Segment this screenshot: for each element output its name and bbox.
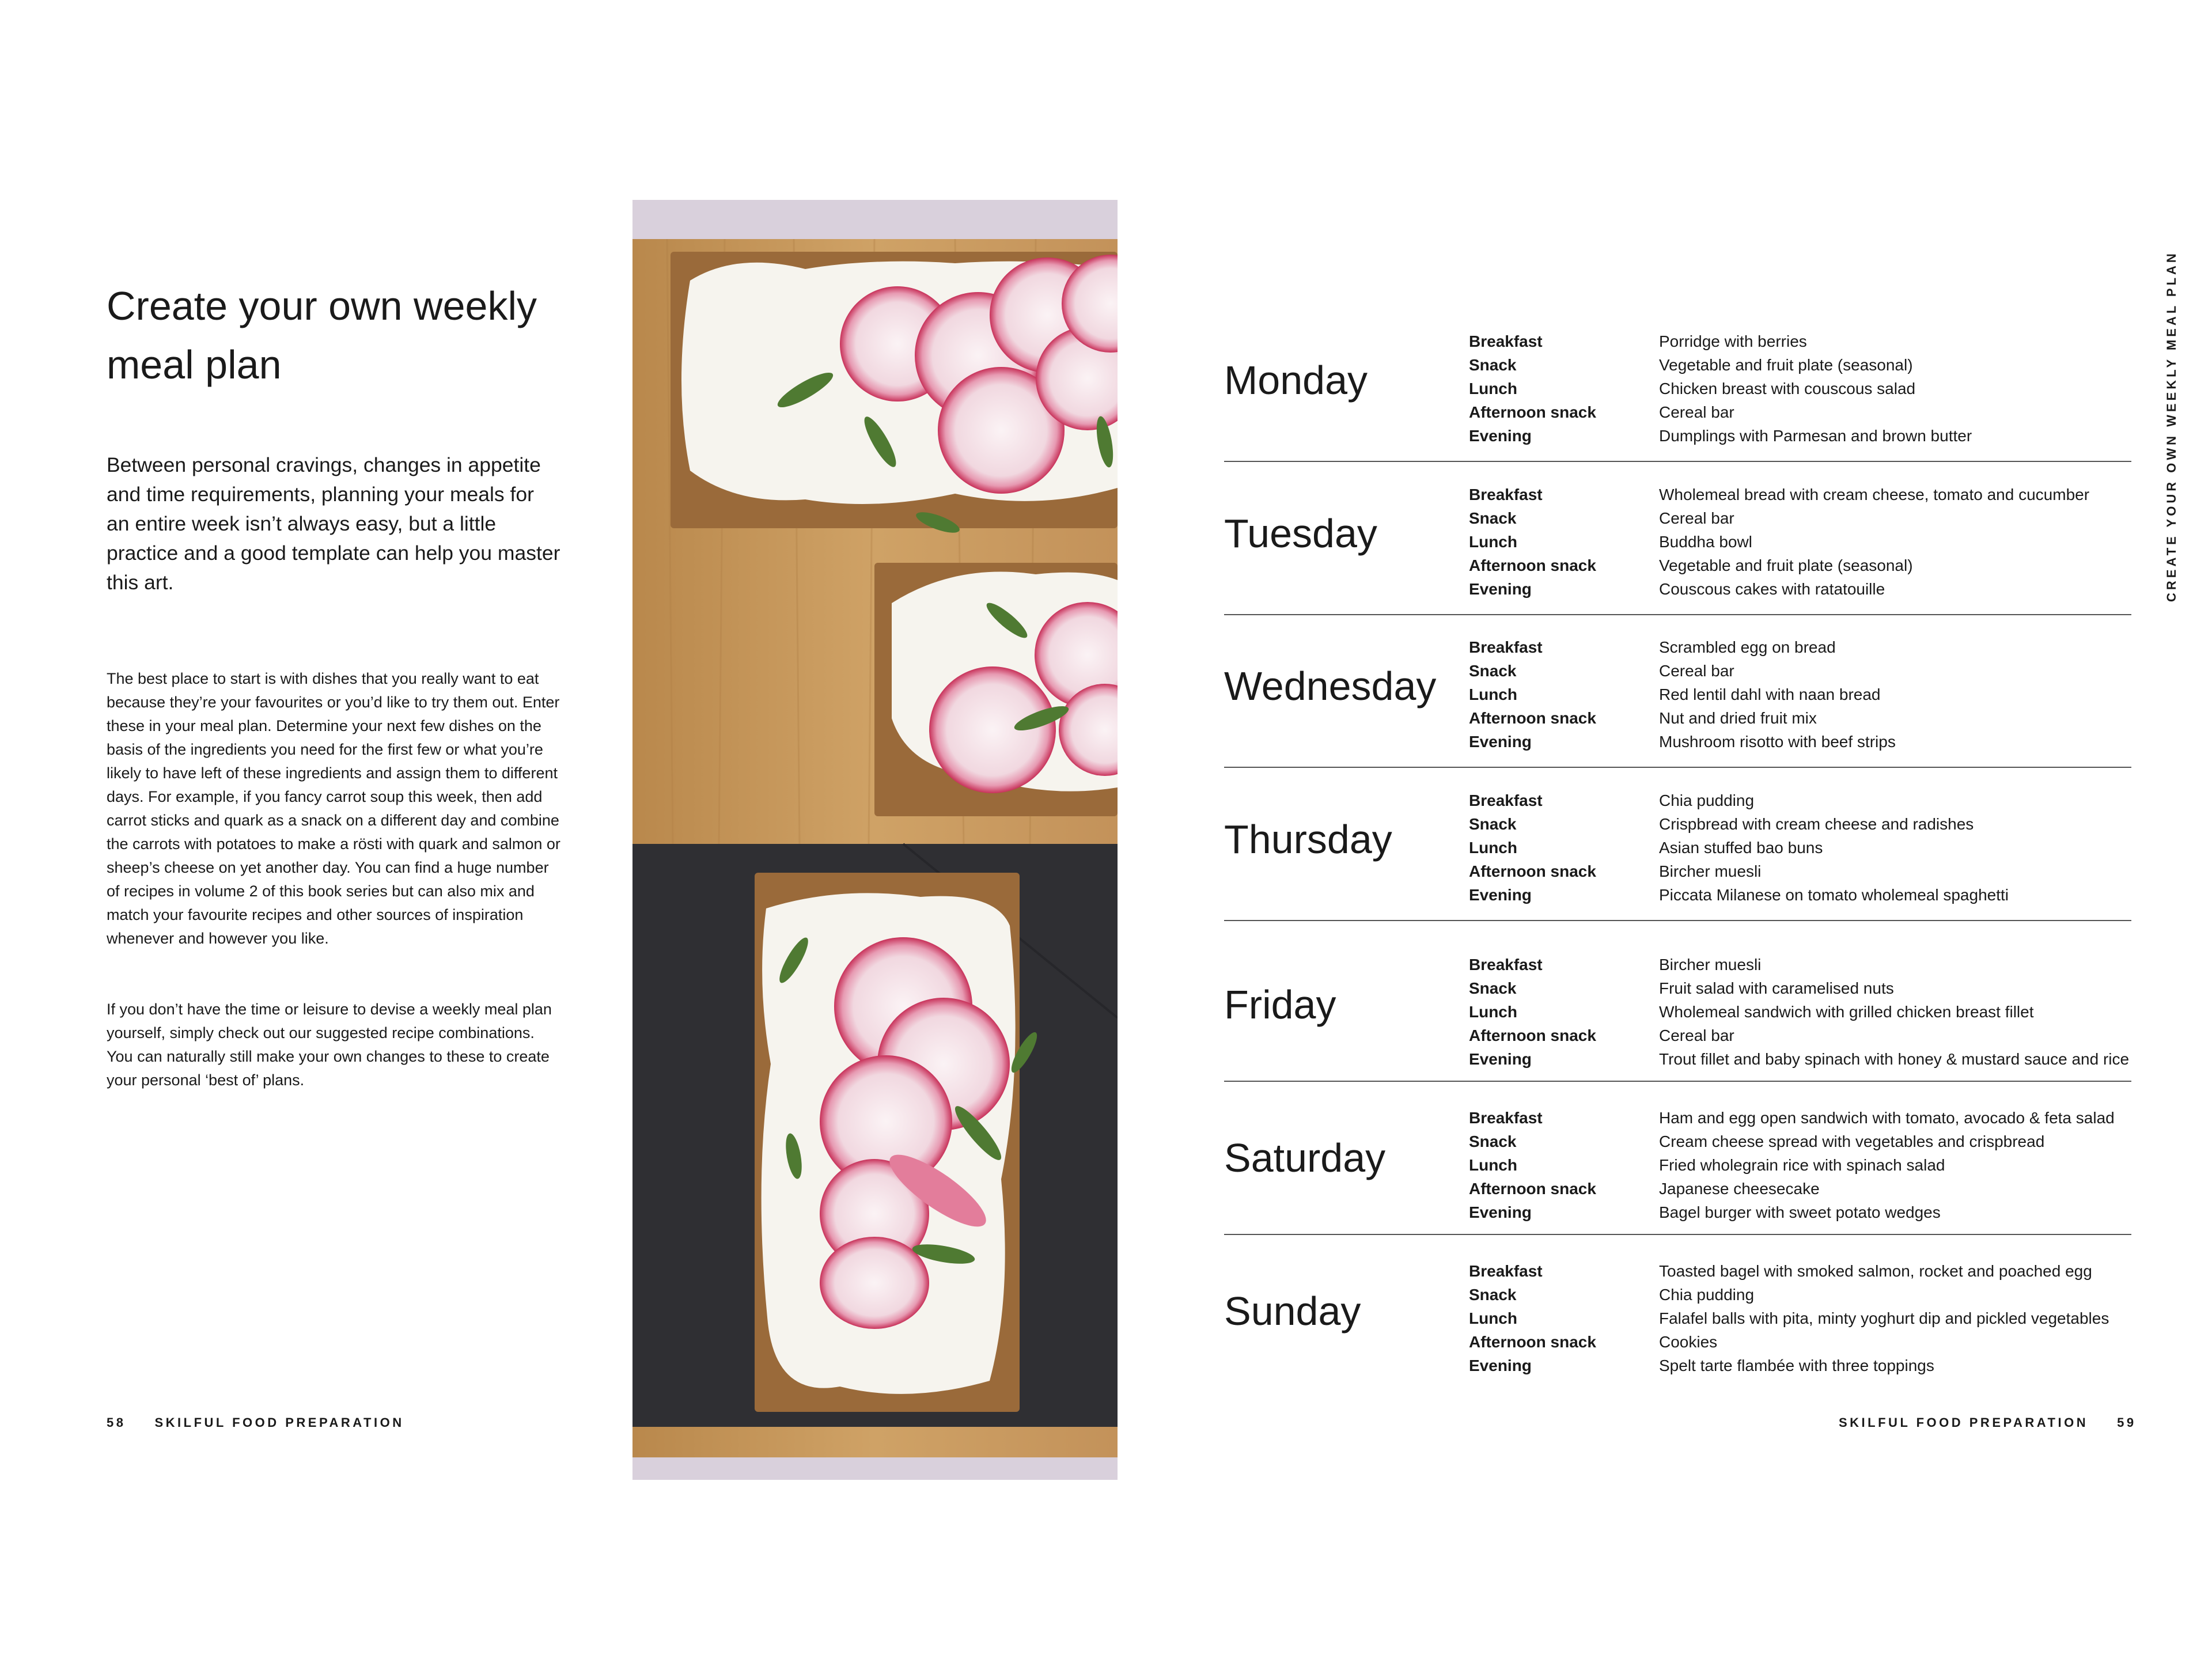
meal-row: [1469, 730, 1896, 753]
meal-dish: Porridge with berries: [1659, 332, 1807, 350]
day-divider: [1224, 614, 2131, 615]
meal-row: [1469, 953, 1761, 976]
day-name: Sunday: [1224, 1289, 1361, 1334]
meal-row: [1469, 1200, 1941, 1224]
day-block-thursday: [1224, 789, 2131, 938]
body-paragraph-2: If you don’t have the time or leisure to devise a weekly meal plan yourself, simply check out our suggested recipe combinations. You can naturally still make your own changes to these to create your personal ‘best of’ plans.: [107, 1001, 552, 1089]
day-name: Thursday: [1224, 817, 1392, 862]
meal-row: [1469, 1354, 1934, 1377]
meal-type-label: Lunch: [1469, 380, 1517, 397]
meal-type-label: Afternoon snack: [1469, 709, 1596, 727]
meal-type-label: Breakfast: [1469, 956, 1543, 974]
meal-row: [1469, 1283, 1754, 1306]
meal-dish: Bircher muesli: [1659, 956, 1762, 974]
meal-type-label: Afternoon snack: [1469, 403, 1596, 421]
meal-row: [1469, 1106, 2115, 1130]
meal-row: [1469, 1000, 2034, 1024]
intro-paragraph: Between personal cravings, changes in appetite and time requirements, planning your meals for an entire week isn’t always easy, but a little practice and a good template can help you master this art.: [107, 453, 560, 594]
meal-type-label: Breakfast: [1469, 486, 1543, 503]
meal-dish: Wholemeal sandwich with grilled chicken breast fillet: [1659, 1003, 2034, 1021]
meal-type-label: Evening: [1469, 1050, 1532, 1068]
right-section-title: SKILFUL FOOD PREPARATION: [1839, 1415, 2089, 1430]
day-name: Friday: [1224, 982, 1336, 1027]
meal-row: [1469, 1259, 2092, 1283]
meal-dish: Japanese cheesecake: [1659, 1180, 1820, 1198]
meal-type-label: Evening: [1469, 733, 1532, 751]
meal-type-label: Snack: [1469, 509, 1517, 527]
meal-dish: Couscous cakes with ratatouille: [1659, 580, 1885, 598]
meal-dish: Falafel balls with pita, minty yoghurt dip and pickled vegetables: [1659, 1309, 2109, 1327]
meal-row: [1469, 635, 1836, 659]
meal-type-label: Lunch: [1469, 839, 1517, 857]
meal-dish: Ham and egg open sandwich with tomato, avocado & feta salad: [1659, 1109, 2115, 1127]
meal-row: [1469, 530, 1752, 554]
day-block-tuesday: [1224, 483, 2131, 632]
meal-row: [1469, 1330, 1717, 1354]
meal-dish: Trout fillet and baby spinach with honey & mustard sauce and rice: [1659, 1050, 2130, 1068]
meal-dish: Fruit salad with caramelised nuts: [1659, 979, 1894, 997]
meal-row: [1469, 1177, 1820, 1200]
meal-dish: Cereal bar: [1659, 662, 1734, 680]
meal-row: [1469, 883, 2009, 907]
meal-type-label: Afternoon snack: [1469, 862, 1596, 880]
meal-dish: Asian stuffed bao buns: [1659, 839, 1823, 857]
meal-type-label: Evening: [1469, 1203, 1532, 1221]
meal-dish: Spelt tarte flambée with three toppings: [1659, 1357, 1934, 1374]
day-block-monday: [1224, 329, 2131, 479]
meal-type-label: Snack: [1469, 815, 1517, 833]
left-page-number: 58: [107, 1415, 126, 1430]
meal-type-label: Evening: [1469, 427, 1532, 445]
meal-type-label: Lunch: [1469, 1156, 1517, 1174]
meal-dish: Mushroom risotto with beef strips: [1659, 733, 1896, 751]
meal-dish: Chicken breast with couscous salad: [1659, 380, 1916, 397]
meal-dish: Piccata Milanese on tomato wholemeal spaghetti: [1659, 886, 2009, 904]
right-footer: [1839, 1415, 2137, 1430]
meal-type-label: Breakfast: [1469, 332, 1543, 350]
meal-type-label: Afternoon snack: [1469, 556, 1596, 574]
meal-dish: Wholemeal bread with cream cheese, tomato and cucumber: [1659, 486, 2090, 503]
left-section-title: SKILFUL FOOD PREPARATION: [154, 1415, 404, 1430]
meal-dish: Cereal bar: [1659, 403, 1734, 421]
day-block-friday: [1224, 953, 2131, 1103]
meal-row: [1469, 577, 1885, 601]
day-divider: [1224, 1081, 2131, 1082]
meal-dish: Cookies: [1659, 1333, 1718, 1351]
meal-type-label: Afternoon snack: [1469, 1333, 1596, 1351]
day-divider: [1224, 1234, 2131, 1235]
meal-type-label: Lunch: [1469, 533, 1517, 551]
meal-row: [1469, 1024, 1734, 1047]
meal-dish: Chia pudding: [1659, 791, 1755, 809]
meal-dish: Crispbread with cream cheese and radishes: [1659, 815, 1974, 833]
running-header-vertical: CREATE YOUR OWN WEEKLY MEAL PLAN: [2164, 251, 2179, 602]
meal-type-label: Snack: [1469, 1286, 1517, 1304]
crispbread-radish-photo: [632, 200, 1118, 1480]
meal-dish: Cream cheese spread with vegetables and crispbread: [1659, 1132, 2045, 1150]
meal-dish: Bagel burger with sweet potato wedges: [1659, 1203, 1941, 1221]
day-name: Wednesday: [1224, 664, 1437, 709]
meal-row: [1469, 976, 1894, 1000]
day-block-wednesday: [1224, 635, 2131, 785]
meal-dish: Chia pudding: [1659, 1286, 1755, 1304]
day-divider: [1224, 461, 2131, 462]
meal-dish: Vegetable and fruit plate (seasonal): [1659, 356, 1913, 374]
meal-dish: Bircher muesli: [1659, 862, 1762, 880]
meal-type-label: Snack: [1469, 979, 1517, 997]
meal-type-label: Evening: [1469, 1357, 1532, 1374]
meal-row: [1469, 506, 1734, 530]
meal-row: [1469, 812, 1974, 836]
meal-type-label: Breakfast: [1469, 1109, 1543, 1127]
meal-type-label: Lunch: [1469, 685, 1517, 703]
meal-dish: Nut and dried fruit mix: [1659, 709, 1817, 727]
meal-row: [1469, 377, 1915, 400]
meal-dish: Vegetable and fruit plate (seasonal): [1659, 556, 1913, 574]
meal-row: [1469, 554, 1913, 577]
day-name: Monday: [1224, 358, 1368, 403]
meal-type-label: Breakfast: [1469, 791, 1543, 809]
meal-type-label: Lunch: [1469, 1003, 1517, 1021]
meal-row: [1469, 424, 1972, 448]
meal-type-label: Breakfast: [1469, 1262, 1543, 1280]
meal-type-label: Evening: [1469, 886, 1532, 904]
meal-dish: Toasted bagel with smoked salmon, rocket and poached egg: [1659, 1262, 2092, 1280]
meal-row: [1469, 836, 1823, 859]
meal-type-label: Lunch: [1469, 1309, 1517, 1327]
day-divider: [1224, 767, 2131, 768]
meal-row: [1469, 789, 1754, 812]
meal-dish: Scrambled egg on bread: [1659, 638, 1836, 656]
meal-row: [1469, 483, 2089, 506]
meal-type-label: Afternoon snack: [1469, 1027, 1596, 1044]
meal-type-label: Snack: [1469, 1132, 1517, 1150]
day-divider: [1224, 920, 2131, 921]
meal-row: [1469, 1047, 2129, 1071]
day-block-sunday: [1224, 1259, 2131, 1409]
meal-row: [1469, 353, 1913, 377]
meal-row: [1469, 706, 1817, 730]
meal-row: [1469, 683, 1880, 706]
left-footer: [107, 1415, 404, 1430]
meal-row: [1469, 1306, 2109, 1330]
day-block-saturday: [1224, 1106, 2131, 1256]
meal-type-label: Evening: [1469, 580, 1532, 598]
meal-dish: Cereal bar: [1659, 1027, 1734, 1044]
day-name: Saturday: [1224, 1135, 1386, 1180]
meal-type-label: Afternoon snack: [1469, 1180, 1596, 1198]
meal-row: [1469, 859, 1761, 883]
food-photo: [632, 200, 1118, 1480]
meal-dish: Cereal bar: [1659, 509, 1734, 527]
body-paragraph-1: The best place to start is with dishes that you really want to eat because they’re your favourites or you’d like to try them out. Enter these in your meal plan. Determine your next few dishes on the basis of the ingredients you need for the first few or what you’re likely to have left of these ingredients and assign them to different days. For example, if you fancy carrot soup this week, then add carrot sticks and quark as a snack on a different day and combine the carrots with potatoes to make a rösti with quark and salmon or sheep’s cheese on yet another day. You can find a huge number of recipes in volume 2 of this book series but can also mix and match your favourite recipes and other sources of inspiration whenever and however you like.: [107, 670, 560, 947]
meal-dish: Red lentil dahl with naan bread: [1659, 685, 1881, 703]
meal-type-label: Snack: [1469, 662, 1517, 680]
meal-dish: Fried wholegrain rice with spinach salad: [1659, 1156, 1945, 1174]
day-name: Tuesday: [1224, 511, 1377, 556]
meal-type-label: Snack: [1469, 356, 1517, 374]
meal-row: [1469, 659, 1734, 683]
meal-row: [1469, 1130, 2044, 1153]
meal-row: [1469, 1153, 1945, 1177]
right-page-number: 59: [2117, 1415, 2137, 1430]
meal-type-label: Breakfast: [1469, 638, 1543, 656]
meal-dish: Buddha bowl: [1659, 533, 1752, 551]
page-title-line-1: Create your own weekly: [107, 283, 537, 328]
meal-row: [1469, 329, 1807, 353]
page-title: [107, 276, 579, 394]
meal-dish: Dumplings with Parmesan and brown butter: [1659, 427, 1972, 445]
page-title-line-2: meal plan: [107, 342, 282, 387]
meal-row: [1469, 400, 1734, 424]
